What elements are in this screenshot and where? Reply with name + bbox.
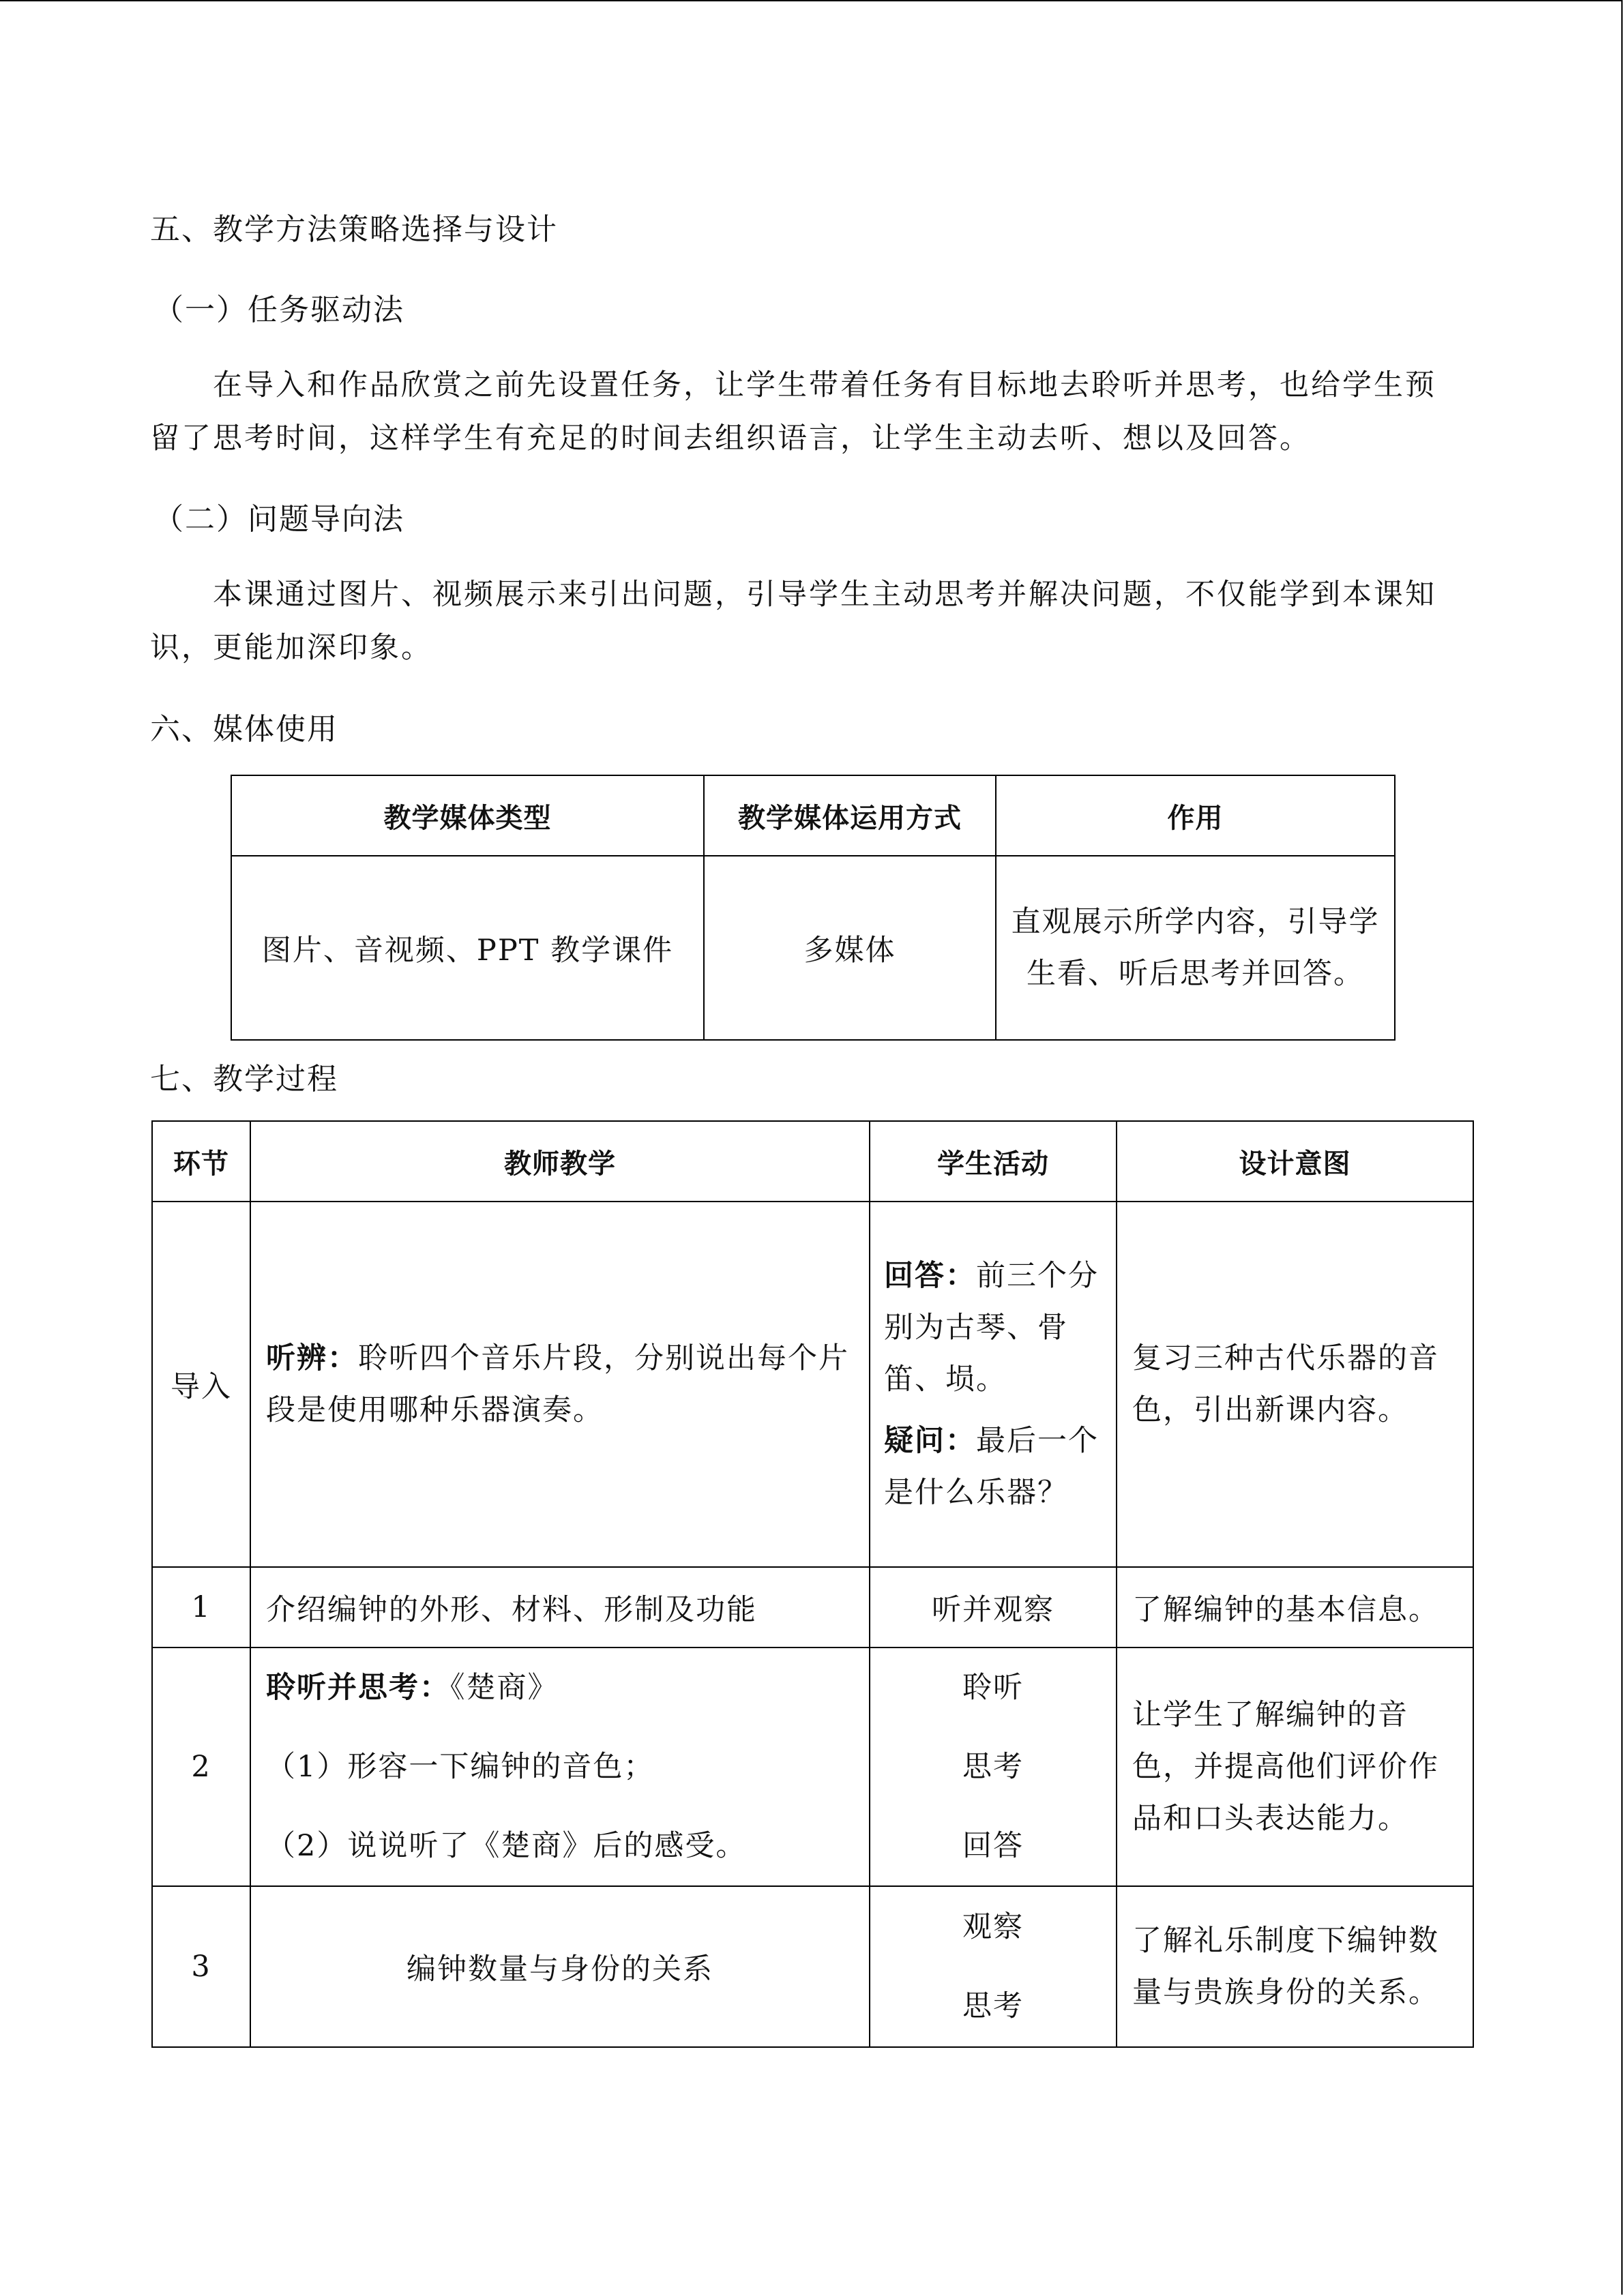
teacher-cell: 编钟数量与身份的关系 [250,1886,870,2047]
student-activity-1: 观察 [962,1910,1024,1944]
teacher-question-2: （2）说说听了《楚商》后的感受。 [266,1829,747,1863]
student-activity-1: 聆听 [962,1671,1024,1705]
student-activity-2: 思考 [962,1750,1024,1784]
teacher-bold-label: 聆听并思考： [266,1671,450,1705]
student-question-text: 最后一个是什么乐器？ [884,1424,1099,1510]
process-header-intent: 设计意图 [1117,1121,1473,1202]
teacher-piece-title: 《楚商》 [450,1671,559,1705]
teacher-cell [250,1648,870,1886]
media-method-cell: 多媒体 [704,856,996,1040]
student-question [884,1415,1105,1519]
teacher-cell: 介绍编钟的外形、材料、形制及功能 [250,1567,870,1648]
teacher-text: 聆听四个音乐片段，分别说出每个片段是使用哪种乐器演奏。 [266,1341,849,1427]
stage-cell: 2 [152,1648,250,1886]
intent-cell: 了解编钟的基本信息。 [1117,1567,1473,1648]
media-header-type: 教学媒体类型 [231,775,704,856]
media-table-header-row [231,775,1395,856]
student-cell: 听并观察 [870,1567,1117,1648]
section-5-heading: 五、教学方法策略选择与设计 [150,212,558,247]
subsection-2-heading: （二）问题导向法 [153,502,404,537]
process-table-header-row [152,1121,1473,1202]
student-activity-2: 思考 [962,1989,1024,2023]
intent-cell: 复习三种古代乐器的音色，引出新课内容。 [1117,1202,1473,1567]
student-cell [870,1202,1117,1567]
section-6-heading: 六、媒体使用 [150,712,338,747]
student-activity-3: 回答 [962,1829,1024,1863]
intent-cell: 了解礼乐制度下编钟数量与贵族身份的关系。 [1117,1886,1473,2047]
media-header-purpose: 作用 [996,775,1395,856]
process-header-teacher: 教师教学 [250,1121,870,1202]
media-purpose-cell: 直观展示所学内容，引导学生看、听后思考并回答。 [996,856,1395,1040]
media-type-cell: 图片、音视频、PPT 教学课件 [231,856,704,1040]
media-table-row [231,856,1395,1040]
process-row-intro [152,1202,1473,1567]
student-question-label: 疑问： [884,1424,976,1458]
media-header-method: 教学媒体运用方式 [704,775,996,856]
student-answer-label: 回答： [884,1259,976,1293]
process-row-3 [152,1886,1473,2047]
process-header-student: 学生活动 [870,1121,1117,1202]
process-table [151,1120,1474,2048]
stage-cell: 3 [152,1886,250,2047]
teacher-question-1: （1）形容一下编钟的音色； [266,1750,655,1784]
student-answer [884,1250,1105,1405]
student-cell [870,1648,1117,1886]
process-header-stage: 环节 [152,1121,250,1202]
process-row-2 [152,1648,1473,1886]
stage-cell: 1 [152,1567,250,1648]
process-row-1 [152,1567,1473,1648]
subsection-1-heading: （一）任务驱动法 [153,293,404,327]
subsection-1-text: 在导入和作品欣赏之前先设置任务，让学生带着任务有目标地去聆听并思考，也给学生预留了思考时间，这样学生有充足的时间去组织语言，让学生主动去听、想以及回答。 [150,368,1436,456]
teacher-task [266,1648,859,1727]
student-cell [870,1886,1117,2047]
section-7-heading: 七、教学过程 [150,1062,338,1097]
subsection-2-text: 本课通过图片、视频展示来引出问题，引导学生主动思考并解决问题，不仅能学到本课知识，更能加深印象。 [150,578,1436,665]
intent-cell: 让学生了解编钟的音色，并提高他们评价作品和口头表达能力。 [1117,1648,1473,1886]
student-answer-text: 前三个分别为古琴、骨笛、埙。 [884,1259,1099,1397]
teacher-cell [250,1202,870,1567]
media-table [231,775,1396,1041]
stage-cell: 导入 [152,1202,250,1567]
teacher-bold-label: 听辨： [266,1341,358,1375]
